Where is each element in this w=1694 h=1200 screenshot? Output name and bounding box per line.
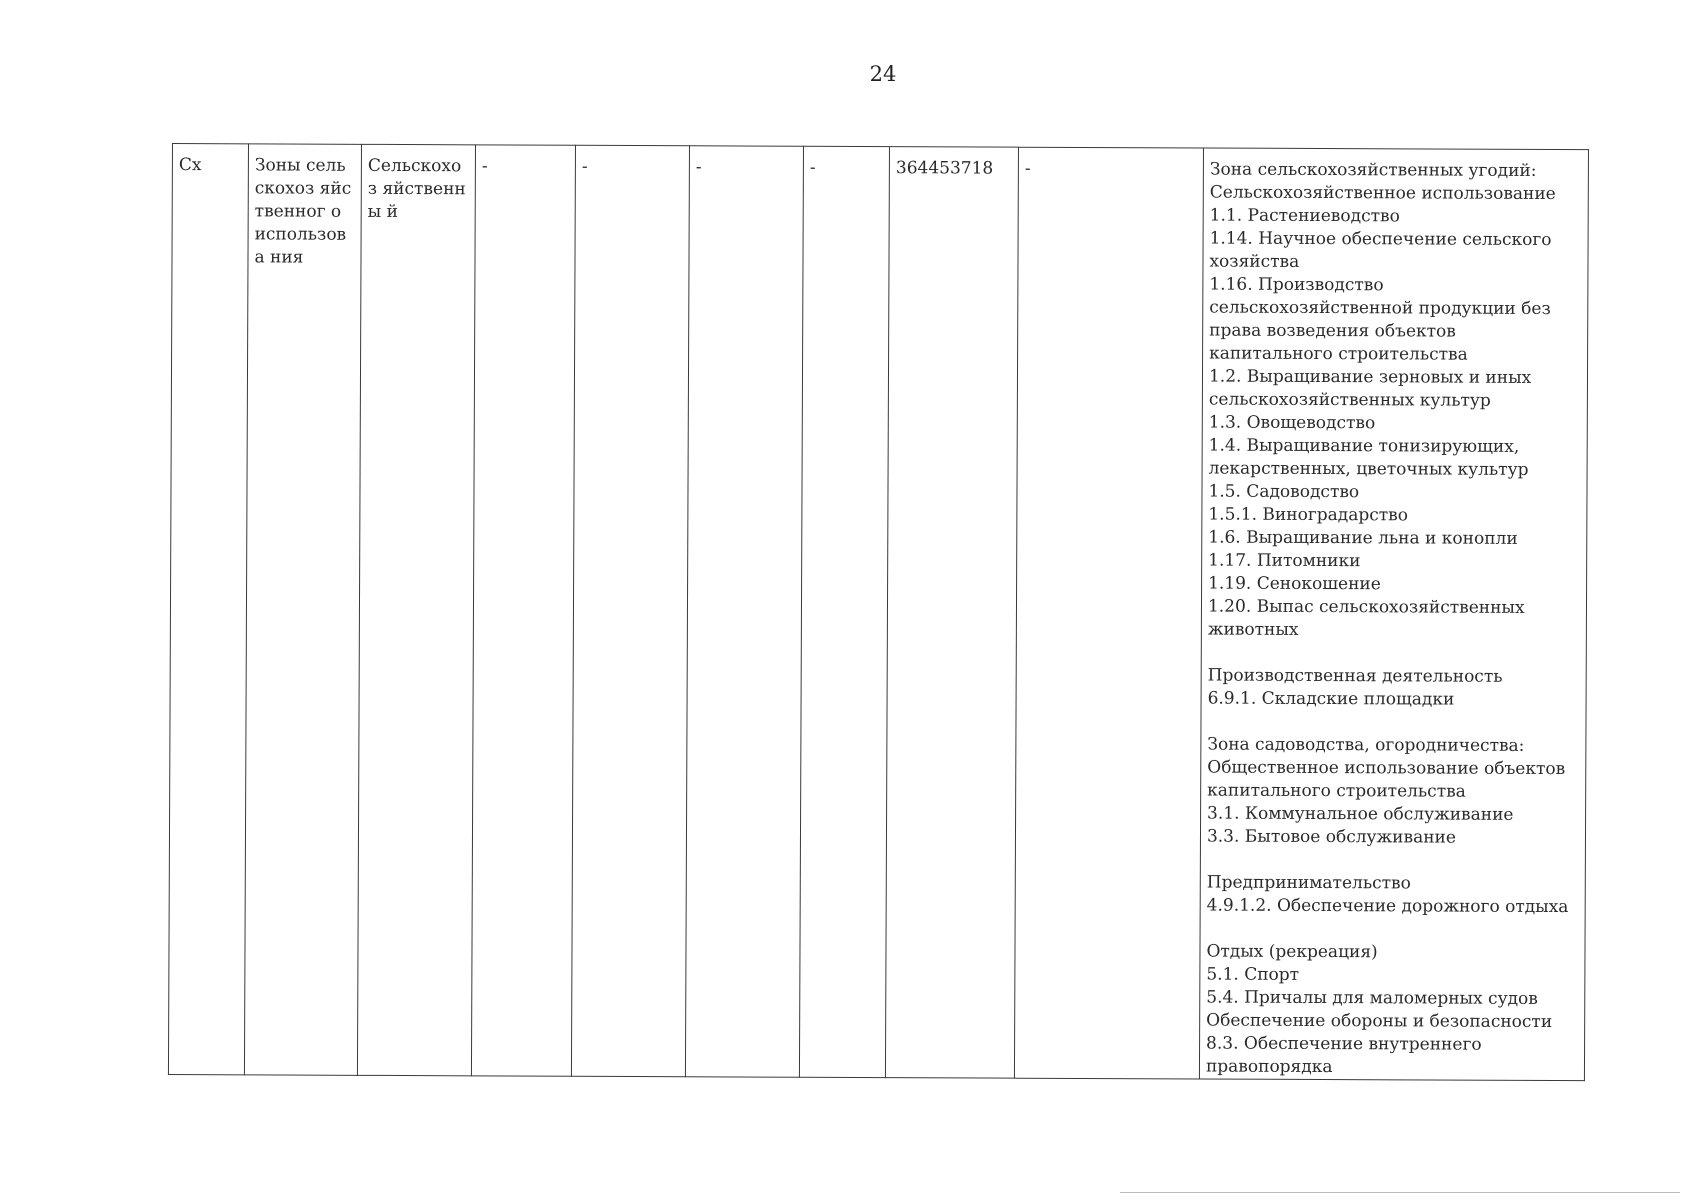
permitted-uses-list <box>1206 159 1582 1081</box>
dash-cell: - <box>799 146 889 1077</box>
scan-artifact-line <box>1120 1192 1680 1193</box>
uses-list-item: 1.5.1. Виноградарство <box>1208 504 1409 526</box>
block-spacer <box>1207 849 1579 874</box>
zone-code-cell: Сх <box>168 144 248 1075</box>
page-number: 24 <box>869 62 897 86</box>
uses-list-item: Обеспечение обороны и безопасности <box>1206 1010 1553 1033</box>
dash-cell: - <box>1014 147 1203 1079</box>
uses-list-item: 1.19. Сенокошение <box>1208 573 1381 595</box>
uses-list-item: 4.9.1.2. Обеспечение дорожного отдыха <box>1206 895 1569 918</box>
uses-block-heading: Зона садоводства, огородничества: <box>1207 734 1525 756</box>
uses-block-heading: Отдых (рекреация) <box>1206 941 1378 963</box>
uses-list-item: 1.1. Растениеводство <box>1209 205 1400 227</box>
block-spacer <box>1208 642 1580 667</box>
dash-cell: - <box>685 146 803 1077</box>
zone-name-cell: Зоны сельскохоз яйственног о использова ния <box>244 144 361 1075</box>
permitted-uses-cell <box>1199 148 1588 1081</box>
uses-list-item: 1.6. Выращивание льна и конопли <box>1208 527 1518 549</box>
uses-list-item: 1.2. Выращивание зерновых и иных сельскохозяйственных культур <box>1208 366 1537 411</box>
uses-list-item: 5.1. Спорт <box>1206 964 1300 985</box>
block-spacer <box>1207 711 1579 736</box>
zone-type-cell: Сельскохоз яйственны й <box>357 144 475 1075</box>
uses-list-item: 5.4. Причалы для маломерных судов <box>1206 987 1538 1009</box>
uses-list-item: 1.14. Научное обеспечение сельского хозяйства <box>1209 228 1557 272</box>
area-cell: 364453718 <box>885 147 1018 1079</box>
uses-list-item: 1.4. Выращивание тонизирующих, лекарственных, цветочных культур <box>1208 435 1529 480</box>
table-row <box>168 144 1588 1081</box>
uses-list-item: 3.3. Бытовое обслуживание <box>1206 826 1456 848</box>
uses-block-heading: Зона сельскохозяйственных угодий: <box>1209 159 1537 181</box>
dash-cell: - <box>571 145 689 1076</box>
uses-list-item: Сельскохозяйственное использование <box>1209 182 1556 205</box>
uses-list-item: Общественное использование объектов капитального строительства <box>1207 757 1571 802</box>
uses-list-item: 8.3. Обеспечение внутреннего правопорядка <box>1205 1033 1488 1078</box>
uses-list-item: 1.17. Питомники <box>1208 550 1361 572</box>
uses-list-item: 1.20. Выпас сельскохозяйственных животных <box>1207 596 1531 640</box>
uses-list-item: 1.3. Овощеводство <box>1208 412 1376 434</box>
uses-list-item: 1.16. Производство сельскохозяйственной продукции без права возведения объектов капитального строительства <box>1209 274 1557 365</box>
uses-block-heading: Производственная деятельность <box>1207 665 1503 687</box>
uses-list-item: 1.5. Садоводство <box>1208 481 1360 503</box>
block-spacer <box>1207 918 1579 943</box>
uses-block-heading: Предпринимательство <box>1206 872 1411 894</box>
dash-cell: - <box>471 145 575 1076</box>
uses-list-item: 3.1. Коммунальное обслуживание <box>1207 803 1514 825</box>
zoning-table <box>168 143 1589 1081</box>
uses-list-item: 6.9.1. Складские площадки <box>1207 688 1455 710</box>
